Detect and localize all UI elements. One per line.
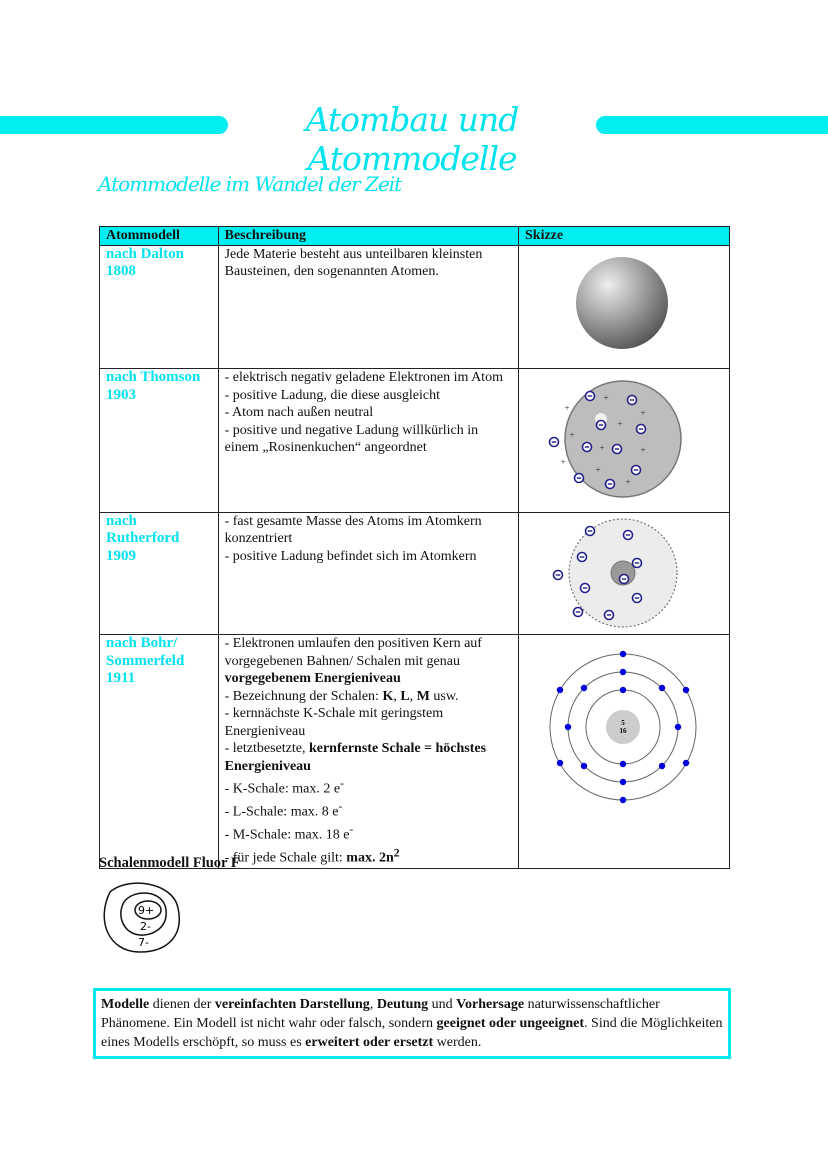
models-note-box: Modelle dienen der vereinfachten Darstellung, Deutung und Vorhersage naturwissenschaftlicher Phänomene. Ein Modell ist nicht wahr oder falsch, sondern geeignet oder ungeeignet. Sind die Möglichkeiten eines Modells erschöpft, so muss es erweitert oder ersetzt werden. [93, 988, 731, 1059]
description [218, 245, 518, 369]
electron-dot [620, 797, 626, 803]
plus-sign: + [569, 430, 575, 440]
description-line: - positive und negative Ladung willkürlich in einem „Rosinenkuchen“ angeordnet [224, 422, 479, 455]
electron-dot [557, 687, 563, 693]
sketch-cell [519, 369, 730, 513]
electron-dot [565, 724, 571, 730]
electron-dot [581, 763, 587, 769]
table-header [100, 227, 730, 246]
fluor-shell-model-label: Schalenmodell Fluor F [99, 855, 240, 871]
plus-sign: + [640, 408, 646, 418]
electron-dot [557, 760, 563, 766]
table-row [100, 635, 730, 869]
electron-dot [581, 685, 587, 691]
description-line: - Atom nach außen neutral [224, 405, 374, 420]
description-line: - Bezeichnung der Schalen: K, L, M usw. [224, 688, 459, 704]
electron-dot [620, 779, 626, 785]
shell-label: 2- [140, 920, 151, 933]
nucleus-label: 5 [621, 719, 625, 727]
electron-dot [620, 669, 626, 675]
electron-dot [659, 685, 665, 691]
header-cell: Atommodell [100, 227, 219, 246]
description-line: - Elektronen umlaufen den positiven Kern auf vorgegebenen Bahnen/ Schalen mit genau vorgegebenem Energieniveau [224, 636, 482, 686]
plus-sign: + [625, 477, 631, 487]
model-name: nach Thomson 1903 [100, 369, 219, 513]
model-name: nach Rutherford 1909 [100, 512, 219, 635]
header-cell: Beschreibung [218, 227, 518, 246]
plus-sign: + [603, 393, 609, 403]
electron-dot [620, 651, 626, 657]
table-row [100, 245, 730, 369]
header-cell: Skizze [519, 227, 730, 246]
sketch-cell [519, 635, 730, 869]
title-bar-left [0, 116, 228, 134]
fluor-shell-sketch [98, 880, 188, 955]
title-bar-right [596, 116, 828, 134]
model-name: nach Dalton 1808 [100, 245, 219, 369]
description-line: - elektrisch negativ geladene Elektronen im Atom [224, 370, 503, 385]
table-row [100, 512, 730, 635]
model-name: nach Bohr/ Sommerfeld 1911 [100, 635, 219, 869]
description-line: - fast gesamte Masse des Atoms im Atomkern konzentriert [224, 513, 482, 546]
core-label: 9+ [138, 904, 155, 917]
electron-dot [620, 761, 626, 767]
description-line: Jede Materie besteht aus unteilbaren kleinsten Bausteinen, den sogenannten Atomen. [224, 246, 483, 279]
table-row [100, 369, 730, 513]
section-title: Atommodelle im Wandel der Zeit [98, 172, 402, 196]
electron-dot [683, 687, 689, 693]
thomson-model-sketch [519, 369, 729, 506]
electron-dot [675, 724, 681, 730]
plus-sign: + [640, 445, 646, 455]
description-line: - K-Schale: max. 2 e- [224, 777, 344, 797]
description-line: - letztbesetzte, kernfernste Schale = höchstes Energieniveau [224, 741, 487, 774]
electron-dot [659, 763, 665, 769]
bohr-model-sketch [519, 635, 729, 852]
description-line: - M-Schale: max. 18 e- [224, 823, 354, 843]
rutherford-model-sketch [519, 513, 729, 629]
description-line: - kernnächste K-Schale mit geringstem Energieniveau [224, 706, 444, 739]
description-line: - für jede Schale gilt: max. $2n^2$ [224, 846, 400, 867]
description [218, 512, 518, 635]
description-line: - L-Schale: max. 8 e- [224, 800, 343, 820]
description [218, 369, 518, 513]
description-line: - positive Ladung befindet sich im Atomkern [224, 548, 477, 564]
plus-sign: + [560, 457, 566, 467]
shell-label: 7- [138, 936, 149, 949]
description-line: - positive Ladung, die diese ausgleicht [224, 387, 440, 403]
plus-sign: + [564, 403, 570, 413]
description [218, 635, 518, 869]
electron-dot [620, 687, 626, 693]
page-title: Atombau und Atommodelle [305, 100, 519, 178]
plus-sign: + [599, 443, 605, 453]
dalton-sphere-sketch [519, 246, 729, 363]
sketch-cell [519, 512, 730, 635]
electron-dot [683, 760, 689, 766]
plus-sign: + [617, 419, 623, 429]
plus-sign: + [595, 465, 601, 475]
nucleus-label: 16 [619, 727, 627, 735]
sketch-cell [519, 245, 730, 369]
atom-models-table [99, 226, 730, 869]
